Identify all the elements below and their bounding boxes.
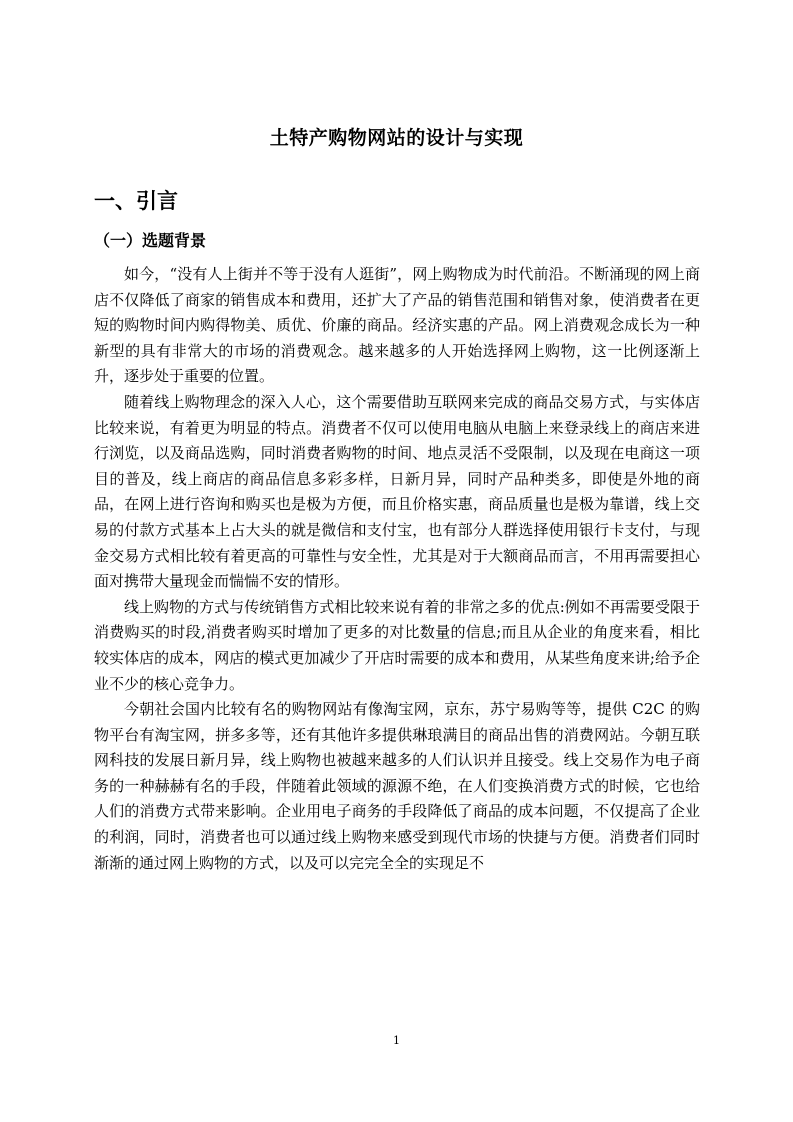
subsection-heading: （一）选题背景 bbox=[94, 231, 207, 250]
page-number: 1 bbox=[393, 1034, 400, 1047]
paragraph: 线上购物的方式与传统销售方式相比较来说有着的非常之多的优点:例如不再需要受限于消费购买的时段,消费者购买时增加了更多的对比数量的信息;而且从企业的角度来看，相比较实体店的成本，网店的模式更加减少了开店时需要的成本和费用，从某些角度来讲;给予企业不少的核心竞争力。 bbox=[94, 597, 700, 693]
body-text bbox=[94, 262, 700, 876]
paragraph: 今朝社会国内比较有名的购物网站有像淘宝网，京东，苏宁易购等等，提供 C2C 的购物平台有淘宝网，拼多多等，还有其他许多提供琳琅满目的商品出售的消费网站。今朝互联网科技的发展日新月异，线上购物也被越来越多的人们认识并且接受。线上交易作为电子商务的一种赫赫有名的手段，伴随着此领域的源源不绝，在人们变换消费方式的时候，它也给人们的消费方式带来影响。企业用电子商务的手段降低了商品的成本问题，不仅提高了企业的利润，同时，消费者也可以通过线上购物来感受到现代市场的快捷与方便。消费者们同时渐渐的通过网上购物的方式，以及可以完完全全的实现足不 bbox=[94, 700, 700, 872]
section-heading: 一、引言 bbox=[94, 189, 178, 213]
paragraph: 如今，“没有人上街并不等于没有人逛街”，网上购物成为时代前沿。不断涌现的网上商店不仅降低了商家的销售成本和费用，还扩大了产品的销售范围和销售对象，使消费者在更短的购物时间内购得物美、质优、价廉的商品。经济实惠的产品。网上消费观念成长为一种新型的具有非常大的市场的消费观念。越来越多的人开始选择网上购物，这一比例逐渐上升，逐步处于重要的位置。 bbox=[94, 265, 700, 386]
document-title: 土特产购物网站的设计与实现 bbox=[269, 127, 524, 149]
paragraph: 随着线上购物理念的深入人心，这个需要借助互联网来完成的商品交易方式，与实体店比较来说，有着更为明显的特点。消费者不仅可以使用电脑从电脑上来登录线上的商店来进行浏览，以及商品选购，同时消费者购物的时间、地点灵活不受限制，以及现在电商这一项目的普及，线上商店的商品信息多彩多样，日新月异，同时产品种类多，即使是外地的商品，在网上进行咨询和购买也是极为方便，而且价格实惠，商品质量也是极为靠谱，线上交易的付款方式基本上占大头的就是微信和支付宝，也有部分人群选择使用银行卡支付，与现金交易方式相比较有着更高的可靠性与安全性，尤其是对于大额商品而言，不用再需要担心面对携带大量现金而惴惴不安的情形。 bbox=[94, 392, 700, 591]
